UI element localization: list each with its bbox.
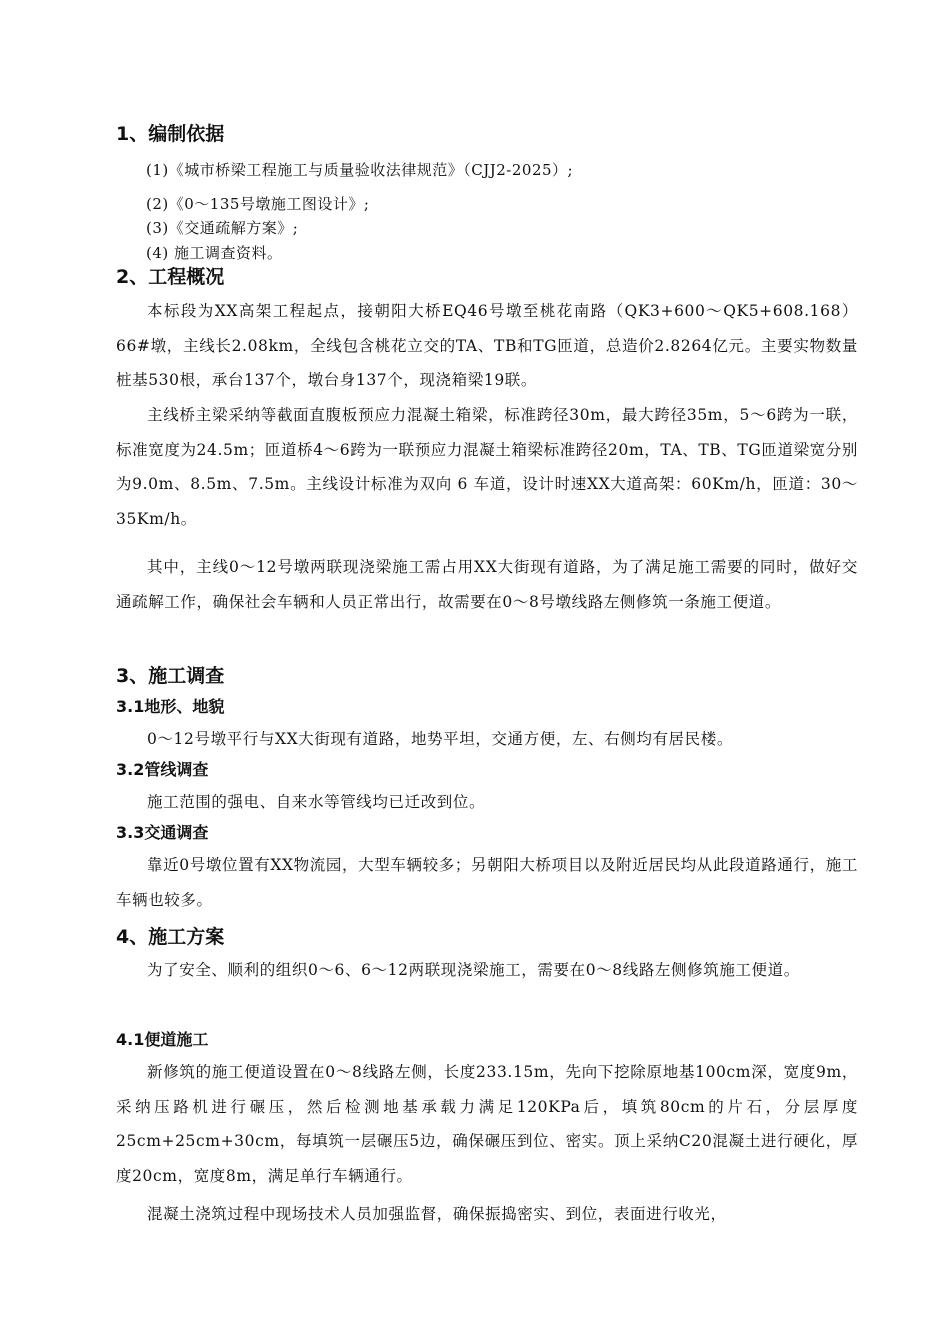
subsection-heading: 3.2管线调查 (116, 760, 209, 779)
overview-paragraph: 其中，主线0～12号墩两联现浇梁施工需占用XX大街现有道路，为了满足施工需要的同时，做好交通疏解工作，确保社会车辆和人员正常出行，故需要在0～8号墩线路左侧修筑一条施工便道。 (116, 558, 858, 611)
survey-paragraph: 施工范围的强电、自来水等管线均已迁改到位。 (147, 793, 486, 811)
survey-paragraph: 0～12号墩平行与XX大街现有道路，地势平坦，交通方便，左、右侧均有居民楼。 (147, 730, 733, 748)
overview-paragraph: 主线桥主梁采纳等截面直腹板预应力混凝土箱梁，标准跨径30m，最大跨径35m，5～6跨为一联，标准宽度为24.5m；匝道桥4～6跨为一联预应力混凝土箱梁标准跨径20m，TA、TB、TG匝道梁宽分别为9.0m、8.5m、7.5m。主线设计标准为双向 6 车道，设计时速XX大道高架：60Km/h，匝道：30～35Km/h。 (116, 406, 858, 528)
reference-item: (4) 施工调查资料。 (146, 244, 283, 262)
section-2-heading: 2、工程概况 (116, 266, 225, 288)
plan-paragraph: 混凝土浇筑过程中现场技术人员加强监督，确保振捣密实、到位，表面进行收光， (147, 1205, 727, 1223)
overview-paragraph: 本标段为XX高架工程起点，接朝阳大桥EQ46号墩至桃花南路（QK3+600～QK5+608.168）66#墩，主线长2.08km，全线包含桃花立交的TA、TB和TG匝道，总造价2.8264亿元。主要实物数量桩基530根，承台137个，墩台身137个，现浇箱梁19联。 (116, 302, 858, 389)
survey-paragraph: 靠近0号墩位置有XX物流园，大型车辆较多；另朝阳大桥项目以及附近居民均从此段道路通行，施工车辆也较多。 (116, 856, 858, 909)
subsection-heading: 3.3交通调查 (116, 823, 209, 842)
subsection-heading: 3.1地形、地貌 (116, 697, 225, 716)
reference-item: (2)《0～135号墩施工图设计》; (146, 195, 370, 213)
section-3-heading: 3、施工调查 (116, 665, 225, 687)
plan-paragraph: 新修筑的施工便道设置在0～8线路左侧，长度233.15m，先向下挖除原地基100cm深，宽度9m，采纳压路机进行碾压，然后检测地基承载力满足120KPa后，填筑80cm的片石，分层厚度25cm+25cm+30cm，每填筑一层碾压5边，确保碾压到位、密实。顶上采纳C20混凝土进行硬化，厚度20cm，宽度8m，满足单行车辆通行。 (116, 1063, 858, 1185)
reference-item: (3)《交通疏解方案》; (146, 219, 299, 237)
plan-paragraph: 为了安全、顺利的组织0～6、6～12两联现浇梁施工，需要在0～8线路左侧修筑施工便道。 (147, 961, 800, 979)
section-4-heading: 4、施工方案 (116, 926, 225, 948)
reference-item: (1)《城市桥梁工程施工与质量验收法律规范》（CJJ2-2025）; (146, 161, 574, 179)
subsection-heading: 4.1便道施工 (116, 1030, 209, 1049)
section-1-heading: 1、编制依据 (116, 123, 225, 145)
